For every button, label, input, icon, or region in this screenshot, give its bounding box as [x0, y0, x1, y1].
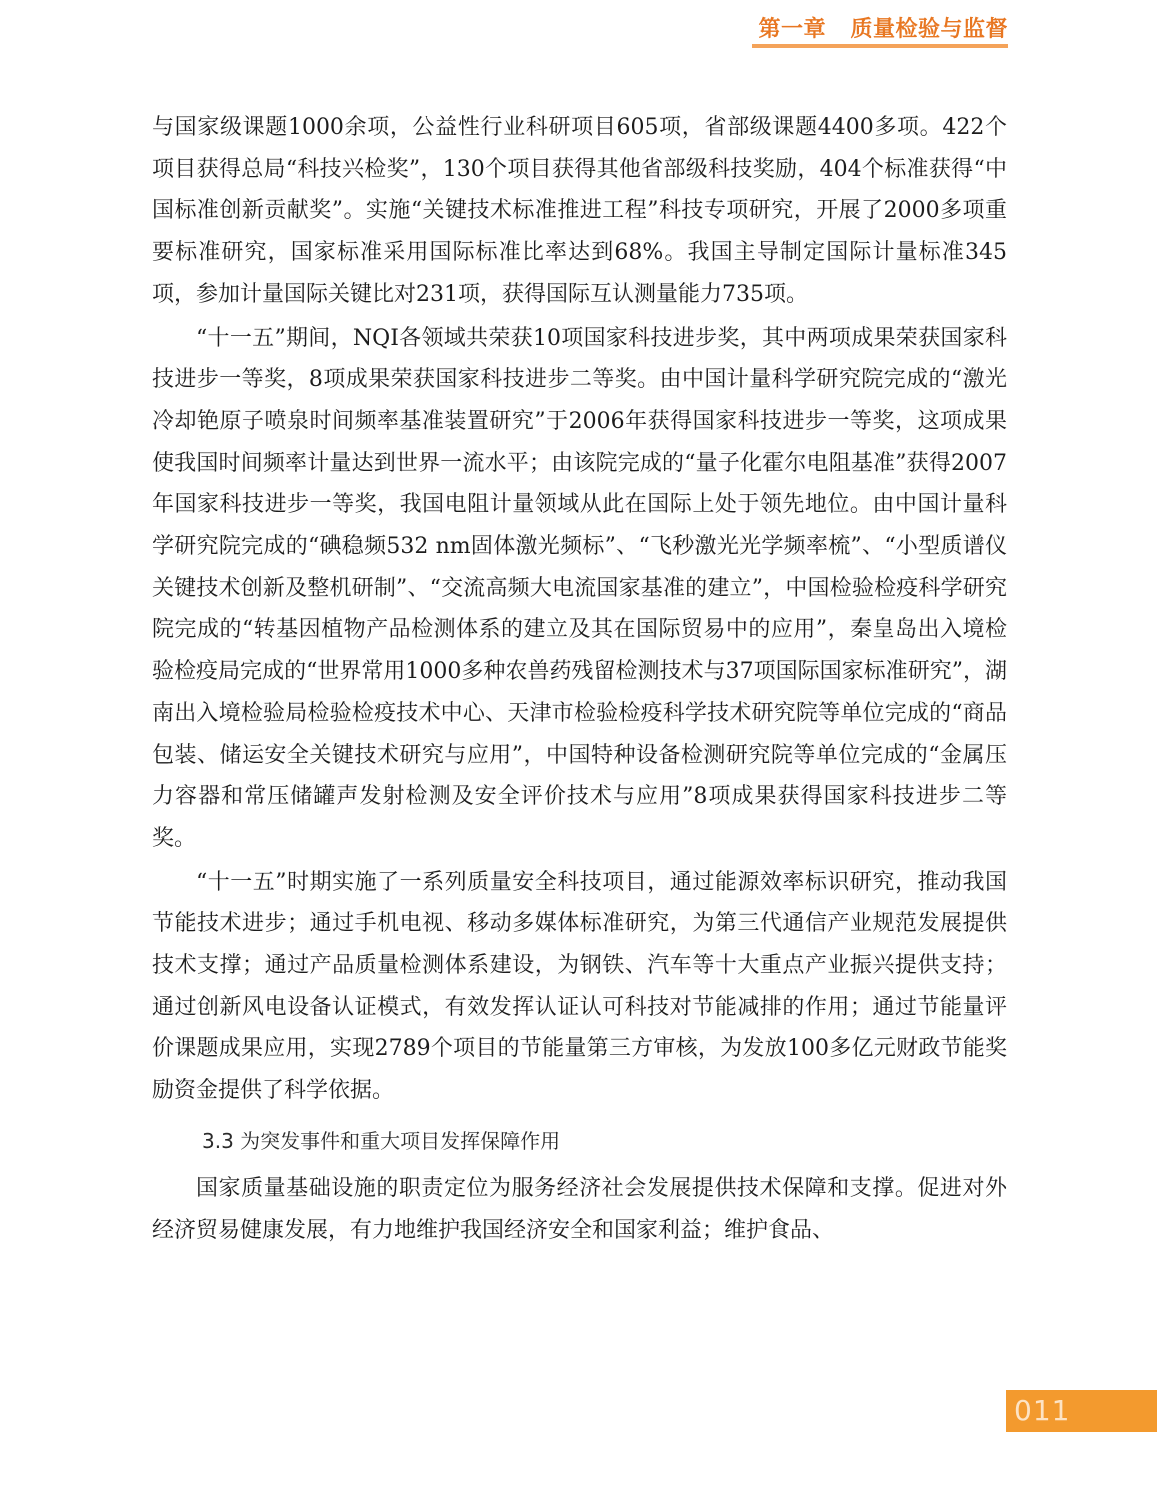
page-number: 011: [1014, 1394, 1071, 1427]
page-number-tab: [1006, 1390, 1157, 1432]
running-header: [752, 12, 1008, 48]
paragraph-continued: 与国家级课题1000余项，公益性行业科研项目605项，省部级课题4400多项。422个项目获得总局“科技兴检奖”，130个项目获得其他省部级科技奖励，404个标准获得“中国标准创新贡献奖”。实施“关键技术标准推进工程”科技专项研究，开展了2000多项重要标准研究，国家标准采用国际标准比率达到68%。我国主导制定国际计量标准345项，参加计量国际关键比对231项，获得国际互认测量能力735项。: [152, 115, 1007, 307]
paragraph-awards: “十一五”期间，NQI各领域共荣获10项国家科技进步奖，其中两项成果荣获国家科技进步一等奖，8项成果荣获国家科技进步二等奖。由中国计量科学研究院完成的“激光冷却铯原子喷泉时间频率基准装置研究”于2006年获得国家科技进步一等奖，这项成果使我国时间频率计量达到世界一流水平；由该院完成的“量子化霍尔电阻基准”获得2007年国家科技进步一等奖，我国电阻计量领域从此在国际上处于领先地位。由中国计量科学研究院完成的“碘稳频532 nm固体激光频标”、“飞秒激光光学频率梳”、“小型质谱仪关键技术创新及整机研制”、“交流高频大电流国家基准的建立”，中国检验检疫科学研究院完成的“转基因植物产品检测体系的建立及其在国际贸易中的应用”，秦皇岛出入境检验检疫局完成的“世界常用1000多种农兽药残留检测技术与37项国际国家标准研究”，湖南出入境检验局检验检疫技术中心、天津市检验检疫科学技术研究院等单位完成的“商品包装、储运安全关键技术研究与应用”，中国特种设备检测研究院等单位完成的“金属压力容器和常压储罐声发射检测及安全评价技术与应用”8项成果获得国家科技进步二等奖。: [152, 325, 1007, 851]
header-underline: [752, 44, 1008, 48]
page-body: [152, 107, 1007, 1251]
section-heading: 3.3 为突发事件和重大项目发挥保障作用: [202, 1128, 561, 1153]
paragraph-infrastructure: 国家质量基础设施的职责定位为服务经济社会发展提供技术保障和支撑。促进对外经济贸易健康发展，有力地维护我国经济安全和国家利益；维护食品、: [152, 1175, 1007, 1243]
paragraph-projects: “十一五”时期实施了一系列质量安全科技项目，通过能源效率标识研究，推动我国节能技术进步；通过手机电视、移动多媒体标准研究，为第三代通信产业规范发展提供技术支撑；通过产品质量检测体系建设，为钢铁、汽车等十大重点产业振兴提供支持；通过创新风电设备认证模式，有效发挥认证认可科技对节能减排的作用；通过节能量评价课题成果应用，实现2789个项目的节能量第三方审核，为发放100多亿元财政节能奖励资金提供了科学依据。: [152, 869, 1007, 1104]
chapter-title: 第一章 质量检验与监督: [758, 17, 1008, 42]
